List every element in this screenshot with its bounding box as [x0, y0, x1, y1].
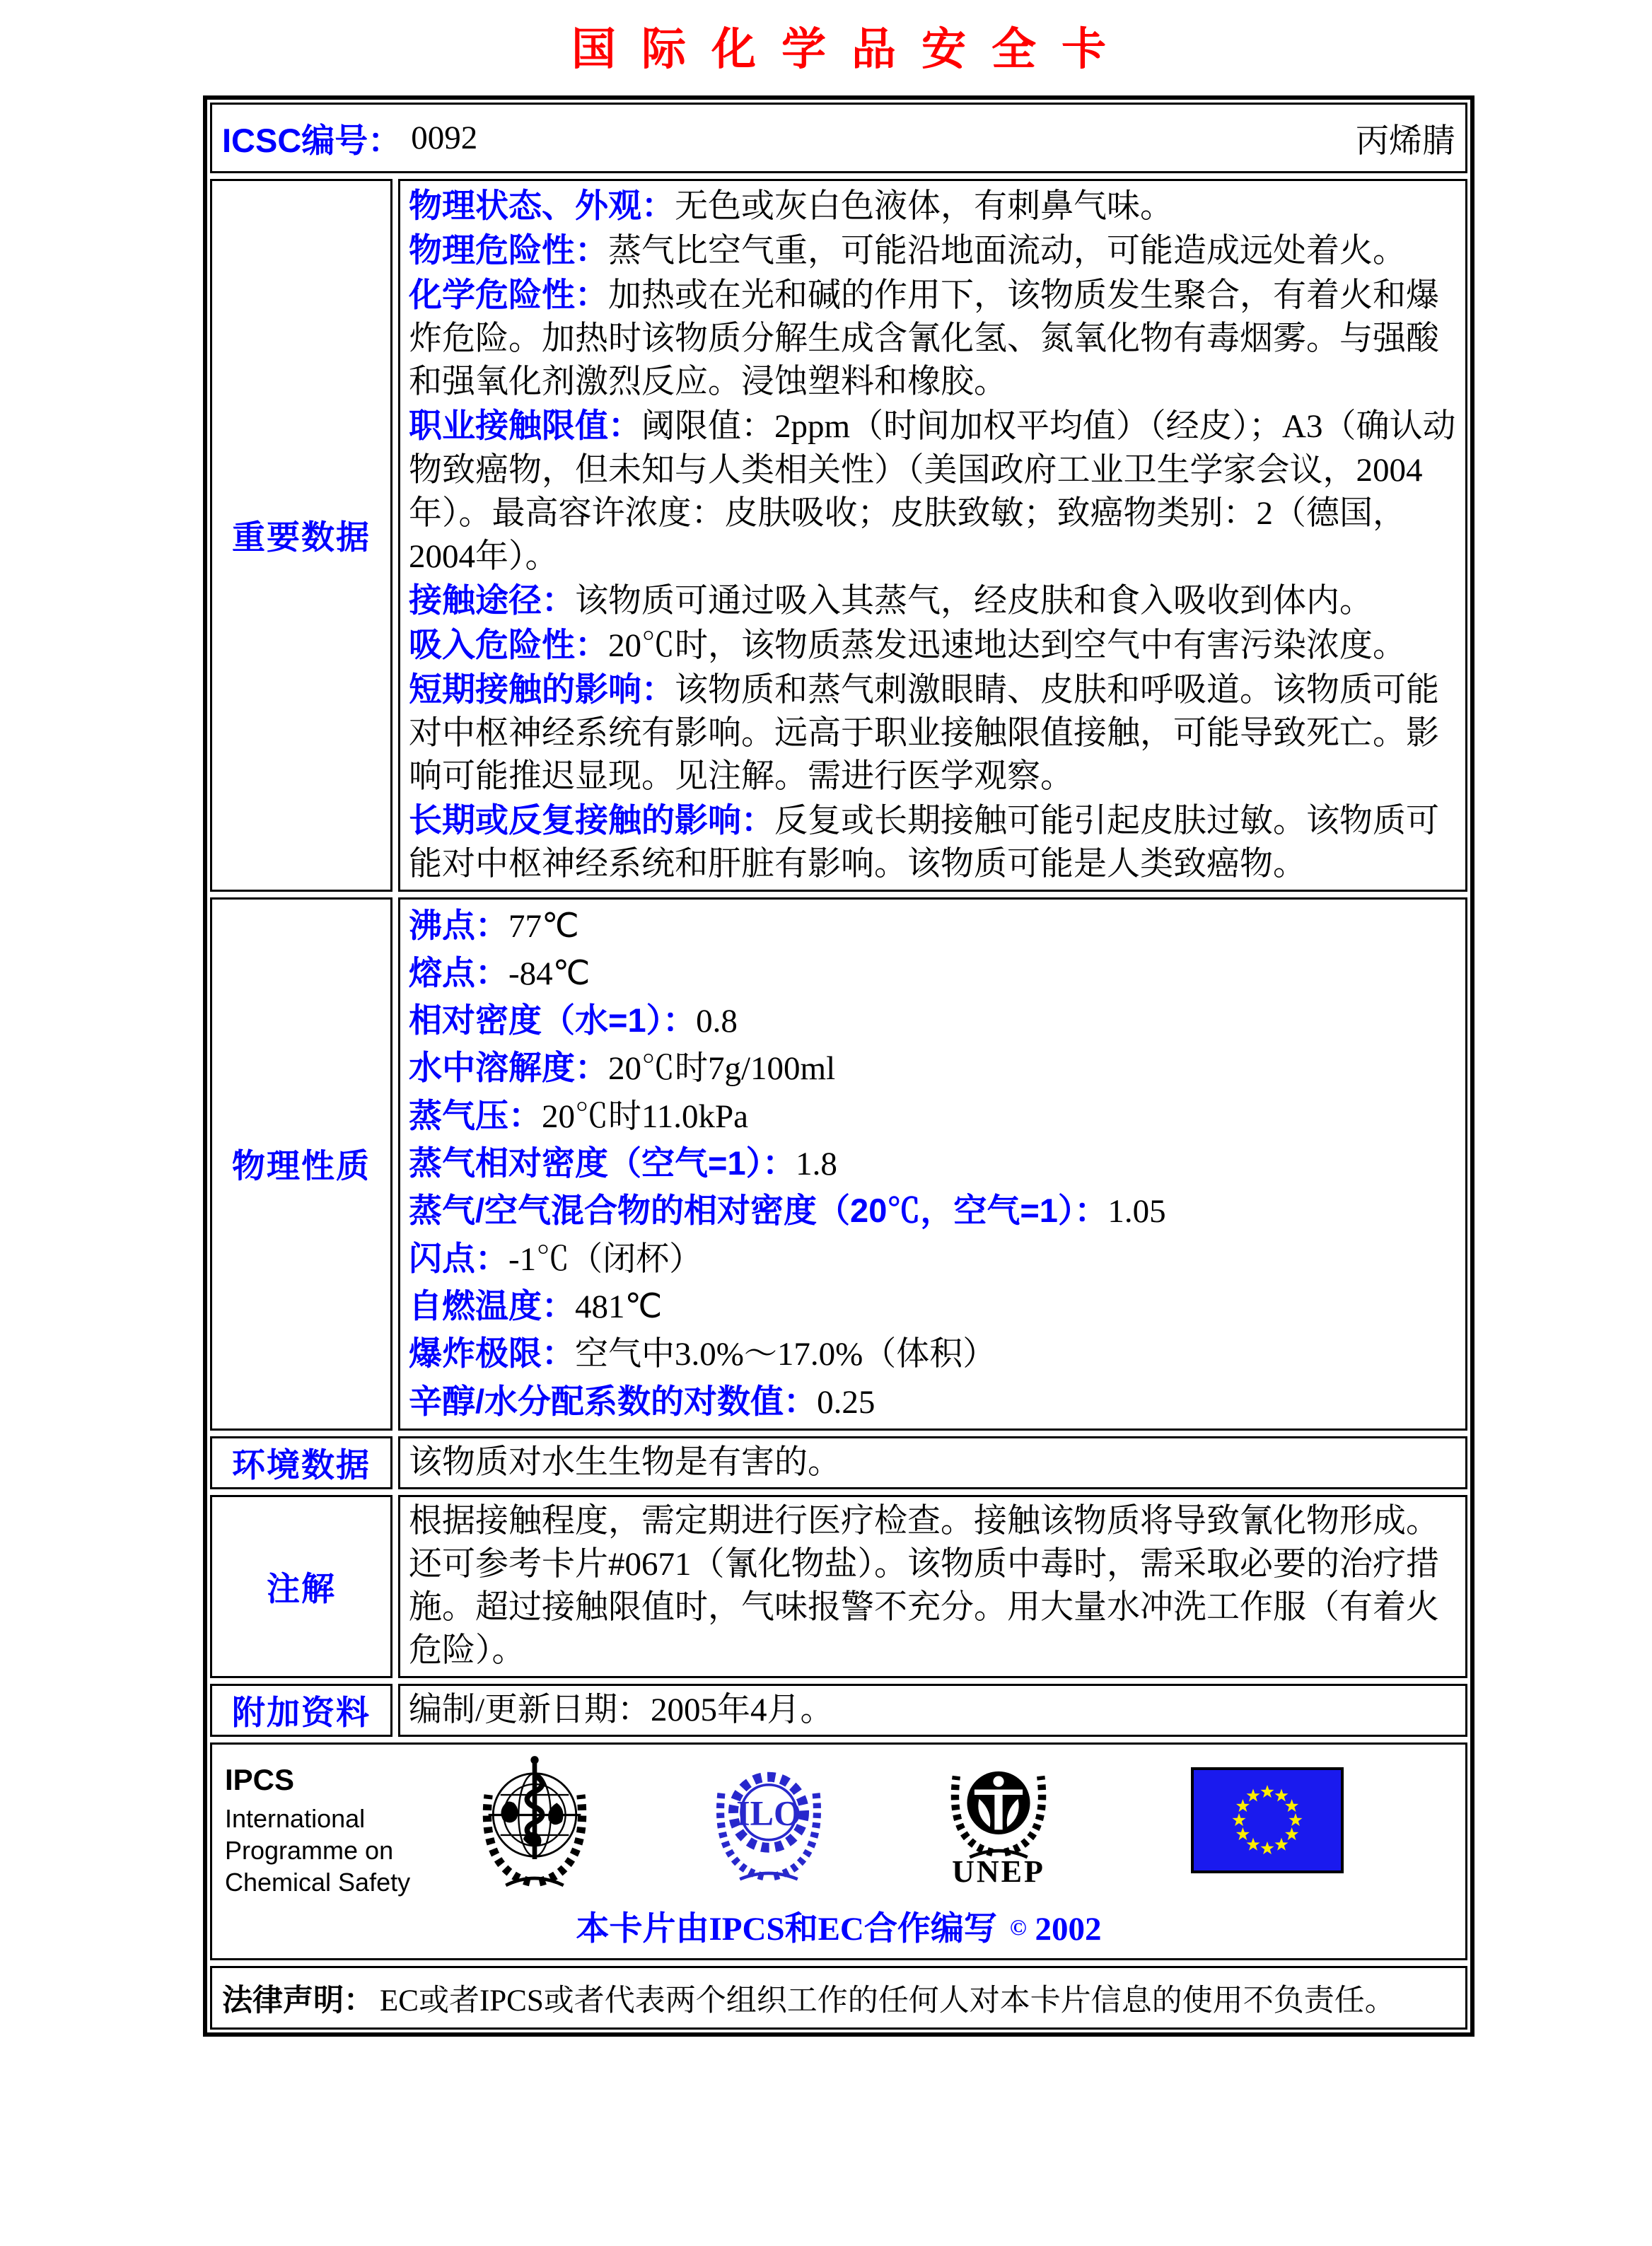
legal-text: EC或者IPCS或者代表两个组织工作的任何人对本卡片信息的使用不负责任。	[380, 1984, 1395, 2018]
field-value: 0.25	[817, 1383, 876, 1421]
legal-cell	[210, 1966, 1467, 2030]
field-value: 0.8	[696, 1003, 738, 1040]
copyright-symbol: ©	[1009, 1915, 1027, 1940]
section-label-notes: 注解	[210, 1495, 392, 1677]
header-row	[210, 103, 1467, 173]
field-value: 反复或长期接触可能引起皮肤过敏。该物质可能对中枢神经系统和肝脏有影响。该物质可能是人类致癌物。	[409, 803, 1439, 883]
field-label: 短期接触的影响：	[409, 670, 675, 709]
field-label: 化学危险性：	[409, 276, 608, 314]
field-label: 闪点：	[409, 1239, 508, 1277]
field-label: 自燃温度：	[409, 1287, 575, 1325]
eu-flag-svg	[1191, 1767, 1344, 1873]
important-data-item	[409, 798, 1457, 886]
unep-emblem-svg	[935, 1756, 1062, 1861]
footer-caption	[212, 1898, 1465, 1958]
field-label: 爆炸极限：	[409, 1334, 575, 1373]
field-label: 物理状态、外观：	[409, 187, 675, 224]
field-label: 沸点：	[409, 906, 508, 944]
chemical-name: 丙烯腈	[1356, 122, 1455, 160]
field-value: 20℃时7g/100ml	[608, 1050, 836, 1088]
field-value: 20℃时，该物质蒸发迅速地达到空气中有害污染浓度。	[608, 627, 1406, 664]
field-label: 蒸气压：	[409, 1096, 542, 1134]
physical-property-item	[409, 997, 1457, 1045]
section-label-physical-properties: 物理性质	[210, 897, 392, 1431]
section-label-environmental-data: 环境数据	[210, 1436, 392, 1489]
important-data-item	[409, 228, 1457, 273]
important-data-item	[409, 578, 1457, 623]
field-label: 职业接触限值：	[409, 407, 641, 445]
physical-property-item	[409, 1093, 1457, 1140]
field-value: 该物质可通过吸入其蒸气，经皮肤和食入吸收到体内。	[575, 582, 1373, 619]
physical-properties-content	[398, 897, 1467, 1431]
physical-property-item	[409, 1045, 1457, 1092]
legal-label: 法律声明：	[222, 1983, 374, 2018]
field-label: 水中溶解度：	[409, 1049, 608, 1087]
logos-row	[210, 1742, 1467, 1961]
important-data-item	[409, 184, 1457, 228]
unep-label: UNEP	[952, 1854, 1045, 1889]
ilo-letters: ILO	[736, 1793, 801, 1833]
field-label: 相对密度（水=1）：	[409, 1001, 697, 1040]
environmental-data-row	[210, 1436, 1467, 1489]
physical-properties-row	[210, 897, 1467, 1431]
important-data-item	[409, 623, 1457, 668]
title-bar	[203, 25, 1474, 74]
environmental-data-content	[398, 1436, 1467, 1489]
icsc-number-value: 0092	[411, 120, 478, 156]
physical-property-item	[409, 1283, 1457, 1330]
section-label-additional-info: 附加资料	[210, 1684, 392, 1737]
logos-line	[212, 1745, 1465, 1899]
ipcs-line: International	[225, 1804, 366, 1834]
section-label-important-data: 重要数据	[210, 179, 392, 892]
field-value: 蒸气比空气重，可能沿地面流动，可能造成远处着火。	[608, 233, 1406, 270]
copyright-year: 2002	[1035, 1911, 1102, 1948]
eu-flag-icon	[1191, 1767, 1344, 1873]
field-value: 空气中3.0%～17.0%（体积）	[575, 1336, 996, 1373]
field-label: 吸入危险性：	[409, 625, 608, 663]
caption-text: 本卡片由IPCS和EC合作编写	[576, 1911, 997, 1948]
legal-row	[210, 1966, 1467, 2030]
physical-property-item	[409, 1140, 1457, 1187]
field-value: 无色或灰白色液体，有刺鼻气味。	[675, 188, 1173, 225]
field-value: 481℃	[575, 1288, 663, 1326]
physical-property-item	[409, 950, 1457, 997]
field-value: 20℃时11.0kPa	[542, 1098, 749, 1135]
ilo-emblem-svg	[703, 1756, 834, 1882]
field-value: 该物质和蒸气刺激眼睛、皮肤和呼吸道。该物质可能对中枢神经系统有影响。远高于职业接触限值接触，可能导致死亡。影响可能推迟显现。见注解。需进行医学观察。	[409, 672, 1439, 796]
environmental-data-text: 该物质对水生生物是有害的。	[409, 1444, 841, 1482]
field-label: 接触途径：	[409, 581, 575, 619]
field-label: 熔点：	[409, 953, 508, 991]
ilo-logo-icon	[703, 1756, 834, 1882]
field-value: -84℃	[508, 955, 591, 992]
field-value: 1.05	[1107, 1193, 1166, 1230]
notes-text: 根据接触程度，需定期进行医疗检查。接触该物质将导致氰化物形成。还可参考卡片#0671（氰化物盐）。该物质中毒时，需采取必要的治疗措施。超过接触限值时，气味报警不充分。用大量水冲洗工作服（有着火危险）。	[409, 1503, 1439, 1670]
who-logo-icon	[471, 1753, 598, 1889]
page-title: 国际化学品安全卡	[571, 25, 1132, 74]
physical-property-item	[409, 1330, 1457, 1378]
field-value: 加热或在光和碱的作用下，该物质发生聚合，有着火和爆炸危险。加热时该物质分解生成含氰化氢、氮氧化物有毒烟雾。与强酸和强氧化剂激烈反应。浸蚀塑料和橡胶。	[409, 277, 1439, 401]
important-data-item	[409, 668, 1457, 798]
field-label: 蒸气相对密度（空气=1）：	[409, 1144, 796, 1182]
physical-property-item	[409, 1235, 1457, 1283]
logos-cell	[210, 1742, 1467, 1961]
field-value: 1.8	[796, 1146, 837, 1183]
field-value: -1℃（闭杯）	[508, 1240, 703, 1278]
field-label: 辛醇/水分配系数的对数值：	[409, 1382, 818, 1420]
field-label: 蒸气/空气混合物的相对密度（20℃，空气=1）：	[409, 1192, 1108, 1230]
icsc-card	[203, 95, 1474, 2037]
field-label: 长期或反复接触的影响：	[409, 801, 774, 839]
header-cell	[210, 103, 1467, 173]
physical-property-item	[409, 902, 1457, 950]
additional-info-content	[398, 1684, 1467, 1737]
field-label: 物理危险性：	[409, 231, 608, 269]
physical-property-item	[409, 1187, 1457, 1235]
notes-row	[210, 1495, 1467, 1677]
field-value: 77℃	[508, 907, 579, 945]
ipcs-acronym: IPCS	[225, 1762, 295, 1796]
important-data-item	[409, 404, 1457, 578]
copyright	[1010, 1911, 1102, 1948]
physical-property-item	[409, 1378, 1457, 1426]
notes-content	[398, 1495, 1467, 1677]
ipcs-text-block	[225, 1762, 444, 1899]
important-data-content	[398, 179, 1467, 892]
who-emblem-svg	[471, 1753, 598, 1889]
unep-logo-icon	[935, 1756, 1062, 1887]
ipcs-line: Programme on	[225, 1836, 394, 1866]
field-value: 阈限值：2ppm（时间加权平均值）（经皮）；A3（确认动物致癌物，但未知与人类相关性）（美国政府工业卫生学家会议，2004年）。最高容许浓度：皮肤吸收；皮肤致敏；致癌物类别：2（德国，2004年）。	[409, 408, 1456, 575]
additional-info-text: 编制/更新日期：2005年4月。	[409, 1691, 834, 1728]
ipcs-line: Chemical Safety	[225, 1868, 411, 1897]
icsc-number-label: ICSC编号：	[222, 121, 402, 159]
important-data-item	[409, 273, 1457, 404]
additional-info-row	[210, 1684, 1467, 1737]
important-data-row	[210, 179, 1467, 892]
